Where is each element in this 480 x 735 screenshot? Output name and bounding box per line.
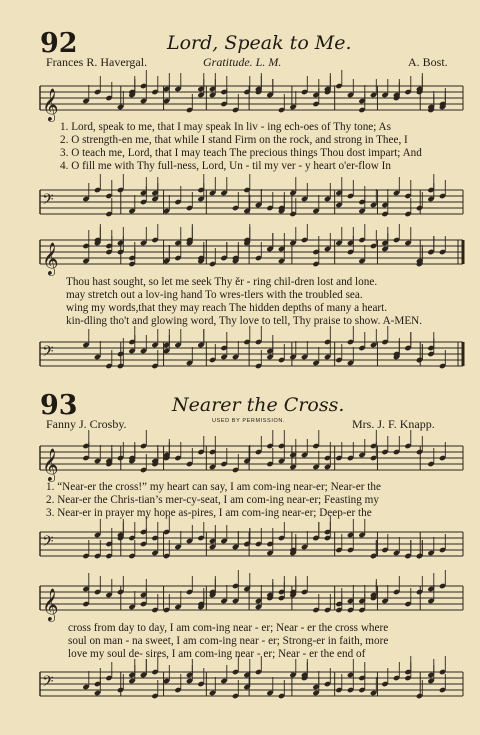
- bass-clef-icon: 𝄢: [42, 191, 54, 212]
- hymn-author: Fanny J. Crosby.: [46, 417, 127, 431]
- music-staff: [0, 440, 480, 484]
- verse-line: Thou hast sought, so let me seek Thy ěr - ring chil-dren lost and lone.: [66, 276, 378, 288]
- music-staff: [0, 580, 480, 624]
- tune-name: Gratitude. L. M.: [203, 55, 282, 69]
- verse-line: may stretch out a lov-ing hand To wres-tlers with the troubled sea.: [66, 289, 363, 301]
- music-staff: [0, 80, 480, 124]
- treble-clef-icon: 𝄞: [42, 588, 59, 621]
- verse-line: kin-dling tho't and glowing word, Thy love to tell, Thy praise to show. A-MEN.: [66, 315, 423, 327]
- verse-line: cross from day to day, I am com-ing near - er; Near - er the cross where: [68, 622, 389, 634]
- music-staff: [0, 526, 480, 570]
- verse-lines: [46, 481, 381, 520]
- bass-clef-icon: 𝄢: [42, 533, 54, 554]
- hymn-title: Lord, Speak to Me.: [167, 32, 352, 54]
- music-staff: [0, 184, 480, 228]
- hymn-number: 93: [40, 390, 78, 421]
- verse-line: love my soul de- sires, I am com-ing near - er; Near - er the end of: [68, 648, 366, 660]
- verse-line: 2. Near-er the Chris-tian’s mer-cy-seat, I am com-ing near-er; Feasting my: [46, 494, 379, 506]
- verse-lines: [68, 622, 388, 661]
- verse-line: 2. O strength-en me, that while I stand Firm on the rock, and strong in Thee, I: [60, 134, 408, 146]
- verse-line: 3. Near-er in prayer my hope as-pires, I am com-ing near-er; Deep-er the: [46, 507, 372, 519]
- verse-line: 4. O fill me with Thy full-ness, Lord, Un - til my ver - y heart o'er-flow In: [60, 160, 391, 172]
- verse-lines: [60, 121, 422, 173]
- hymn-author: Frances R. Havergal.: [46, 55, 148, 69]
- verse-lines: [66, 276, 422, 328]
- hymn-number: 92: [40, 28, 78, 59]
- treble-clef-icon: 𝄞: [42, 448, 59, 481]
- verse-line: wing my words,that they may reach The hidden depths of many a heart.: [66, 302, 388, 314]
- verse-line: 3. O teach me, Lord, that I may teach The precious things Thou dost impart; And: [60, 147, 422, 159]
- permission-note: USED BY PERMISSION.: [212, 418, 286, 424]
- hymn-title: Nearer the Cross.: [172, 394, 345, 416]
- verse-line: 1. Lord, speak to me, that I may speak In liv - ing ech-oes of Thy tone; As: [60, 121, 391, 133]
- verse-line: soul on man - na sweet, I am com-ing near - er; Strong-er in faith, more: [68, 635, 389, 647]
- bass-clef-icon: 𝄢: [42, 343, 54, 364]
- hymn-composer: Mrs. J. F. Knapp.: [352, 417, 435, 431]
- music-staff: [0, 234, 480, 278]
- bass-clef-icon: 𝄢: [42, 673, 54, 694]
- music-staff: [0, 336, 480, 380]
- treble-clef-icon: 𝄞: [42, 88, 59, 121]
- music-staff: [0, 666, 480, 710]
- hymn-composer: A. Bost.: [408, 55, 448, 69]
- treble-clef-icon: 𝄞: [42, 242, 59, 275]
- verse-line: 1. “Near-er the cross!” my heart can say, I am com-ing near-er; Near-er the: [46, 481, 381, 493]
